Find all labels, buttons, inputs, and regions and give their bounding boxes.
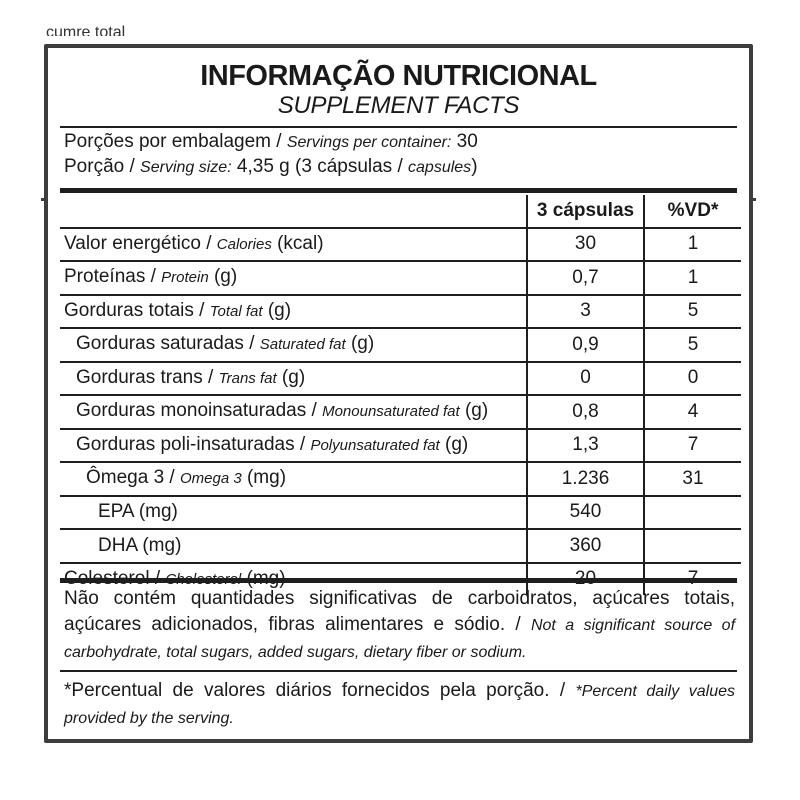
nutrient-dv: 0 [644,362,741,396]
note2-en: *Percent daily values provided by the serving. [64,683,735,727]
nutrient-unit: (g) [345,333,375,355]
nutrient-en: Protein [161,269,209,287]
nutrient-amount: 540 [527,496,644,530]
nutrient-unit: (mg) [241,467,287,489]
nutrition-label [44,44,753,743]
nutrient-unit: (g) [459,400,489,422]
nutrient-en: Polyunsaturated fat [310,436,440,454]
nutrient-en: Calories [216,235,272,253]
nutrient-amount: 360 [527,529,644,563]
nutrient-name [60,261,527,295]
header-blank-cell [60,195,527,228]
table-row [60,529,741,563]
cropped-top-text [46,14,166,36]
nutrient-amount: 0,9 [527,328,644,362]
nutrient-dv: 31 [644,462,741,496]
nutrient-pt: DHA (mg) [98,534,182,556]
nutrient-pt: Gorduras trans / [76,366,219,388]
nutrient-amount: 1.236 [527,462,644,496]
nutrient-name [60,228,527,262]
nutrient-amount: 0,8 [527,395,644,429]
divider-after-title [60,126,737,128]
nutrient-en: Total fat [209,302,263,320]
label-title: INFORMAÇÃO NUTRICIONAL [200,60,597,92]
serving-size [64,155,478,180]
cropped-top-text-label: cumre total [46,24,126,36]
nutrient-name [60,328,527,362]
nutrient-pt: Gorduras poli-insaturadas / [76,433,311,455]
nutrient-name [60,362,527,396]
nutrient-en: Omega 3 [180,470,242,488]
nutrition-table [60,195,741,595]
daily-value-footnote [64,678,735,732]
nutrient-pt: Ômega 3 / [86,467,180,489]
divider-thick-bottom [60,578,737,583]
nutrient-en: Trans fat [218,369,277,387]
table-row [60,429,741,463]
not-significant-note [64,586,735,666]
header-amount: 3 cápsulas [527,195,644,228]
nutrient-pt: Gorduras saturadas / [76,333,260,355]
divider-thick-top [60,188,737,193]
table-row [60,328,741,362]
nutrient-unit: (kcal) [271,232,324,254]
edge-mark-right [753,198,756,201]
nutrient-name [60,295,527,329]
nutrient-dv: 1 [644,228,741,262]
table-row [60,295,741,329]
nutrient-name [60,429,527,463]
nutrient-dv: 5 [644,328,741,362]
serving-size-value: 4,35 g (3 cápsulas / [231,156,409,177]
nutrient-en: Saturated fat [259,336,346,354]
table-header-row [60,195,741,228]
servings-en: Servings per container: [286,134,452,151]
serving-size-end: ) [471,156,478,177]
nutrient-pt: EPA (mg) [98,501,178,523]
table-row [60,228,741,262]
servings-value: 30 [451,131,478,152]
nutrient-dv [644,496,741,530]
nutrient-amount: 0 [527,362,644,396]
servings-pt: Porções por embalagem / [64,131,287,152]
nutrient-dv: 4 [644,395,741,429]
nutrient-name [60,462,527,496]
label-subtitle: SUPPLEMENT FACTS [277,92,520,119]
servings-per-container [64,130,478,155]
nutrient-dv [644,529,741,563]
divider-before-footnote [60,670,737,672]
nutrient-dv: 7 [644,429,741,463]
table-row [60,462,741,496]
table-row [60,496,741,530]
nutrient-dv: 5 [644,295,741,329]
note2-pt: *Percentual de valores diários fornecidos pela porção. / [64,680,576,701]
nutrient-pt: Gorduras monoinsaturadas / [76,400,323,422]
header-dv: %VD* [644,195,741,228]
table-row [60,362,741,396]
nutrient-amount: 30 [527,228,644,262]
nutrient-name [60,395,527,429]
nutrient-pt: Valor energético / [64,232,217,254]
nutrient-amount: 0,7 [527,261,644,295]
nutrient-unit: (g) [276,366,306,388]
nutrient-amount: 1,3 [527,429,644,463]
nutrient-en: Monounsaturated fat [322,403,460,421]
nutrient-name [60,529,527,563]
serving-size-pt: Porção / [64,156,141,177]
note1-en: Not a significant source of carbohydrate, total sugars, added sugars, dietary fiber or sodium. [64,617,736,661]
table-row [60,395,741,429]
nutrient-unit: (g) [208,266,238,288]
serving-size-en: Serving size: [140,159,232,176]
nutrient-unit: (g) [262,299,292,321]
nutrient-pt: Proteínas / [64,266,162,288]
nutrient-unit: (g) [439,433,469,455]
note1-pt: Não contém quantidades significativas de carboidratos, açúcares totais, açúcares adicionados, fibras alimentares e sódio. / [64,588,735,635]
table-row [60,261,741,295]
serving-size-en2: capsules [408,159,472,176]
nutrient-name [60,496,527,530]
nutrient-amount: 3 [527,295,644,329]
nutrient-pt: Gorduras totais / [64,299,210,321]
nutrient-dv: 1 [644,261,741,295]
